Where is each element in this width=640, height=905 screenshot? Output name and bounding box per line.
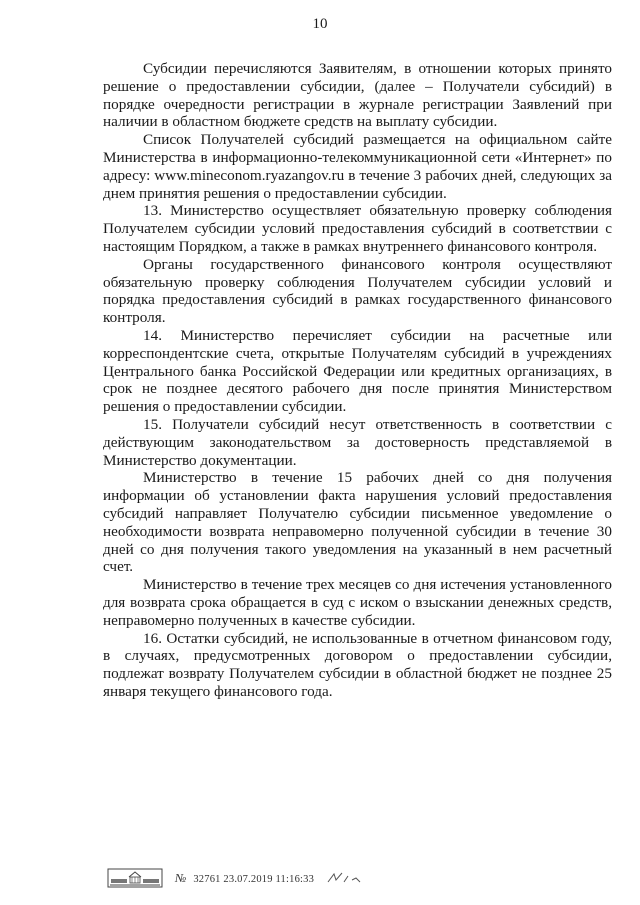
registration-info (175, 871, 314, 886)
paragraph-control-bodies: Органы государственного финансового контроля осуществляют обязательную проверку соблюдения Получателем субсидии условий и порядка предоставления субсидий в рамках государственного финансового контроля. (103, 255, 612, 327)
document-body (103, 60, 612, 701)
paragraph-item-16: 16. Остатки субсидий, не использованные в отчетном финансовом году, в случаях, предусмотренных договором о предоставлении субсидии, подлежат возврату Получателем субсидии в областной бюджет не позднее 25 января текущего финансового года. (103, 629, 612, 700)
registration-number: 32761 (193, 873, 221, 885)
paragraph-item-13: 13. Министерство осуществляет обязательную проверку соблюдения Получателем субсидии условий предоставления субсидий в соответствии с настоящим Порядком, а также в рамках внутреннего финансового контроля. (103, 202, 612, 255)
paragraph-subsidy-transfer: Субсидии перечисляются Заявителям, в отношении которых принято решение о предоставлении субсидии, (далее – Получатели субсидий) в порядке очередности регистрации в журнале регистрации Заявлений при наличии в областном бюджете средств на выплату субсидии. (103, 60, 612, 131)
paragraph-item-14: 14. Министерство перечисляет субсидии на расчетные или корреспондентские счета, открытые Получателям субсидий в учреждениях Центрального банка Российской Федерации или кредитных организациях, в срок не позднее десятого рабочего дня после принятия Министерством решения о предоставлении субсидии. (103, 326, 612, 416)
building-stamp-icon (107, 868, 163, 888)
signature-mark-icon (326, 870, 368, 886)
paragraph-court-claim: Министерство в течение трех месяцев со дня истечения установленного для возврата срока обращается в суд с иском о взыскании денежных средств, неправомерно полученных в качестве субсидии. (103, 576, 612, 629)
paragraph-violation-notice: Министерство в течение 15 рабочих дней со дня получения информации об установлении факта нарушения условий предоставления субсидий направляет Получателю субсидии письменное уведомление о необходимости возврата неправомерно полученной субсидии в течение 30 дней со дня получения такого уведомления на указанный в нем расчетный счет. (103, 469, 612, 576)
paragraph-recipients-list: Список Получателей субсидий размещается на официальном сайте Министерства в информационно-телекоммуникационной сети «Интернет» по адресу: www.mineconom.ryazangov.ru в течение 3 рабочих дней, следующих за днем принятия решения о предоставлении субсидии. (103, 131, 612, 202)
registration-datetime: 23.07.2019 11:16:33 (223, 873, 315, 885)
paragraph-item-15: 15. Получатели субсидий несут ответственность в соответствии с действующим законодательством за достоверность представляемой в Министерство документации. (103, 415, 612, 469)
number-symbol: № (175, 870, 187, 885)
page-number: 10 (312, 16, 328, 32)
footer-registration (107, 868, 368, 888)
